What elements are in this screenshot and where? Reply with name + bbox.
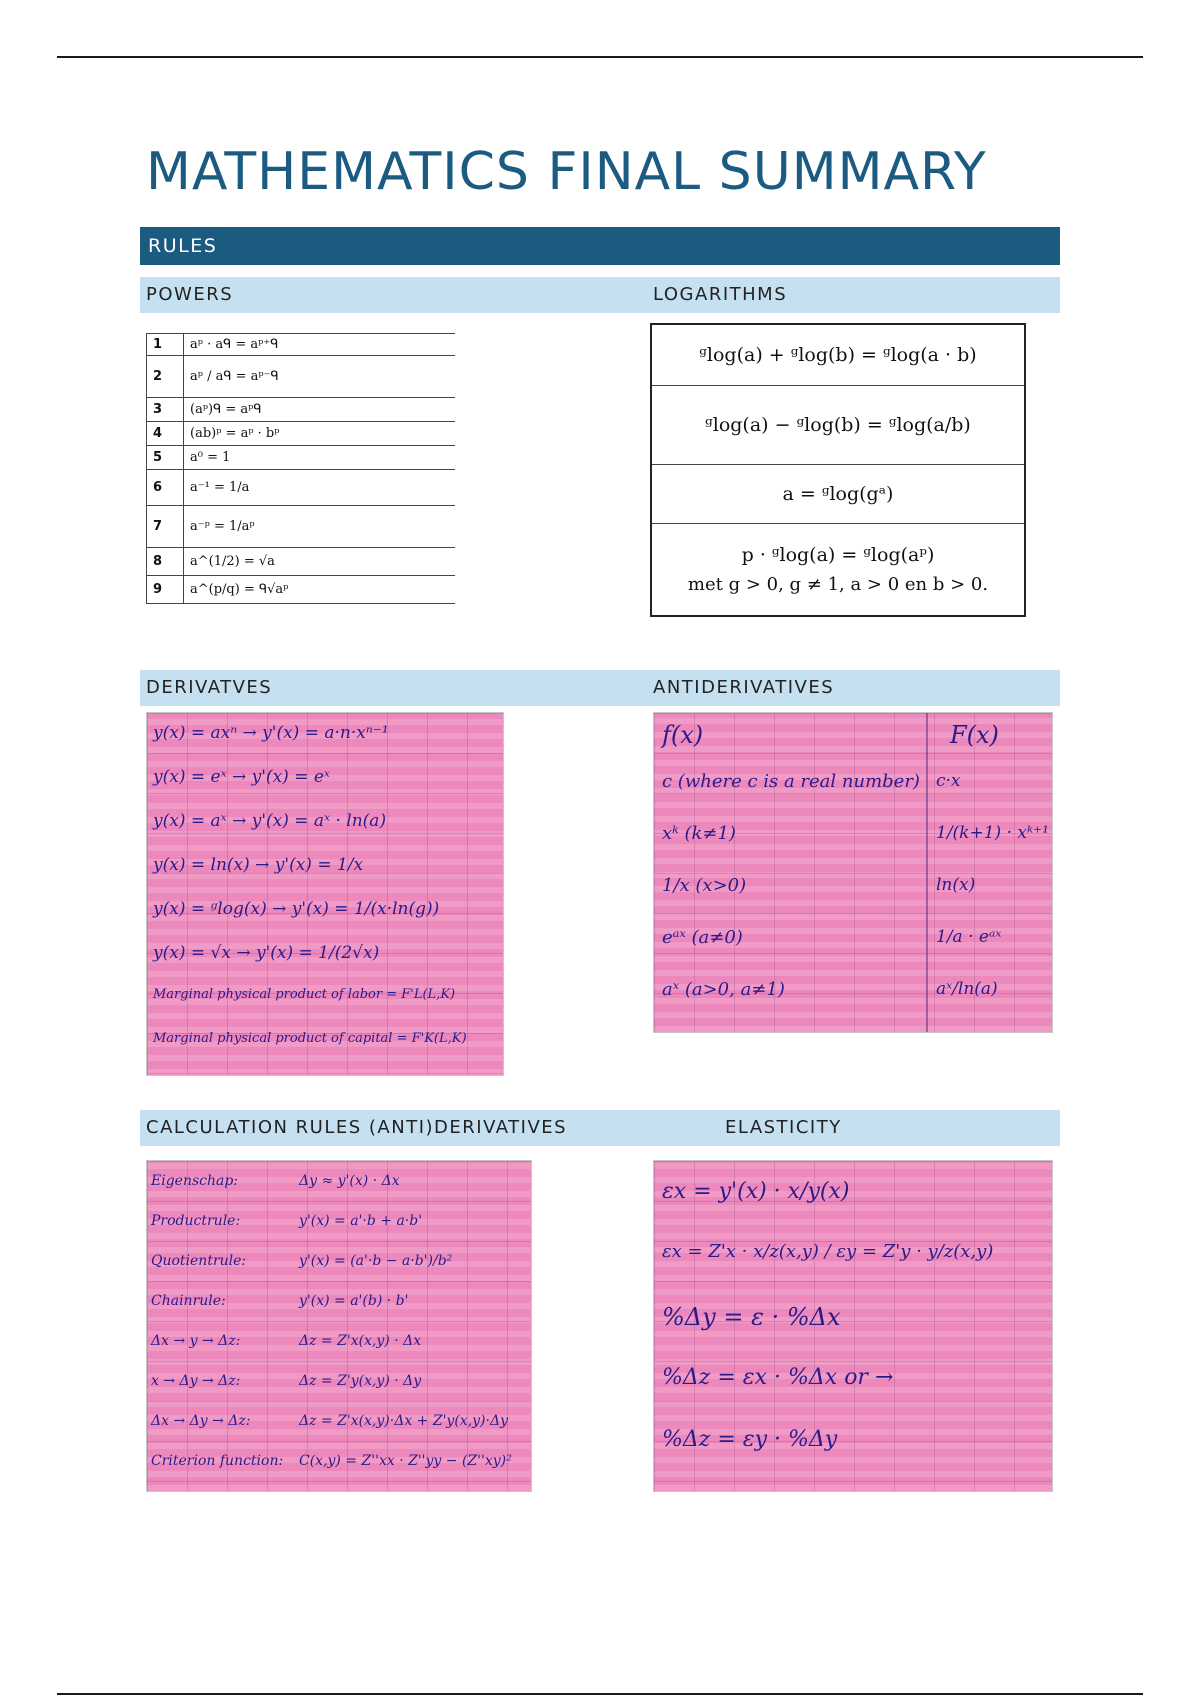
- calc-rule-formula: Δz = Z'x(x,y)·Δx + Z'y(x,y)·Δy: [299, 1413, 508, 1429]
- powers-row: [147, 506, 456, 548]
- antideriv-row-right: aˣ/ln(a): [936, 979, 998, 999]
- derivative-line: y(x) = aˣ → y'(x) = aˣ · ln(a): [153, 811, 387, 831]
- calc-rule-label: Productrule:: [151, 1213, 241, 1229]
- antideriv-row-right: ln(x): [936, 875, 976, 895]
- calc-rule-label: Δx → Δy → Δz:: [151, 1413, 251, 1429]
- log-rule-difference: ᵍlog(a) − ᵍlog(b) = ᵍlog(a/b): [652, 386, 1024, 465]
- derivatives-header: DERIVATVES: [146, 677, 273, 698]
- powers-row-rule: aᵖ / aᑫ = aᵖ⁻ᑫ: [184, 356, 456, 398]
- powers-row: [147, 422, 456, 446]
- powers-row-number: 3: [147, 398, 184, 422]
- page-title: MATHEMATICS FINAL SUMMARY: [146, 142, 987, 202]
- antideriv-row-right: 1/a · eᵃˣ: [936, 927, 1002, 947]
- powers-row: [147, 470, 456, 506]
- log-rule-power: p · ᵍlog(a) = ᵍlog(aᵖ) met g > 0, g ≠ 1, a > 0 en b > 0.: [687, 544, 989, 595]
- derivative-line: Marginal physical product of labor = F'L(L,K): [153, 987, 456, 1002]
- antideriv-row-left: eᵃˣ (a≠0): [662, 927, 743, 948]
- calc-rule-label: Chainrule:: [151, 1293, 226, 1309]
- derivative-line: y(x) = axⁿ → y'(x) = a·n·xⁿ⁻¹: [153, 723, 389, 743]
- powers-row-number: 2: [147, 356, 184, 398]
- powers-row-number: 5: [147, 446, 184, 470]
- elasticity-line: εx = Z'x · x/z(x,y) / εy = Z'y · y/z(x,y): [662, 1241, 994, 1262]
- powers-row: [147, 398, 456, 422]
- log-conditions: met g > 0, g ≠ 1, a > 0 en b > 0.: [687, 574, 989, 595]
- derivative-line: y(x) = √x → y'(x) = 1/(2√x): [153, 943, 380, 963]
- top-rule: [57, 56, 1143, 58]
- elasticity-notes-image: [653, 1160, 1053, 1492]
- calc-rule-formula: C(x,y) = Z''xx · Z''yy − (Z''xy)²: [299, 1453, 512, 1469]
- powers-row-rule: (aᵖ)ᑫ = aᵖᑫ: [184, 398, 456, 422]
- calc-rule-label: Criterion function:: [151, 1453, 284, 1469]
- elasticity-header: ELASTICITY: [725, 1117, 842, 1138]
- bottom-rule: [57, 1693, 1143, 1695]
- derivative-line: y(x) = ᵍlog(x) → y'(x) = 1/(x·ln(g)): [153, 899, 440, 919]
- powers-row-rule: a^(1/2) = √a: [184, 548, 456, 576]
- antideriv-row-left: 1/x (x>0): [662, 875, 747, 896]
- calc-rule-label: Eigenschap:: [151, 1173, 239, 1189]
- powers-row-number: 4: [147, 422, 184, 446]
- derivative-line: y(x) = ln(x) → y'(x) = 1/x: [153, 855, 364, 875]
- elasticity-line: %Δy = ε · %Δx: [662, 1303, 841, 1331]
- calc-rules-notes-image: [146, 1160, 532, 1492]
- calc-rule-formula: y'(x) = a'(b) · b': [299, 1293, 409, 1309]
- antideriv-row-right: c·x: [936, 771, 961, 791]
- powers-row-number: 1: [147, 334, 184, 356]
- antiderivatives-notes-image: [653, 712, 1053, 1033]
- elasticity-line: εx = y'(x) · x/y(x): [662, 1179, 850, 1204]
- powers-row-number: 9: [147, 576, 184, 604]
- powers-table: [146, 333, 455, 604]
- powers-row: [147, 334, 456, 356]
- antideriv-divider: [926, 713, 928, 1032]
- calc-rule-formula: Δy ≈ y'(x) · Δx: [299, 1173, 400, 1189]
- antideriv-row-left: aˣ (a>0, a≠1): [662, 979, 785, 1000]
- powers-row: [147, 356, 456, 398]
- antideriv-header-right: F(x): [950, 721, 999, 749]
- elasticity-line: %Δz = εy · %Δy: [662, 1427, 838, 1452]
- powers-row: [147, 576, 456, 604]
- antiderivatives-header: ANTIDERIVATIVES: [653, 677, 835, 698]
- powers-row-number: 6: [147, 470, 184, 506]
- powers-row-rule: (ab)ᵖ = aᵖ · bᵖ: [184, 422, 456, 446]
- calc-rule-formula: y'(x) = (a'·b − a·b')/b²: [299, 1253, 453, 1269]
- derivatives-notes-image: [146, 712, 504, 1076]
- powers-row-rule: a⁻ᵖ = 1/aᵖ: [184, 506, 456, 548]
- calc-rule-formula: y'(x) = a'·b + a·b': [299, 1213, 423, 1229]
- subheader-bar-row1: [140, 277, 1060, 313]
- logarithms-box: [650, 323, 1026, 617]
- subheader-bar-row3: [140, 1110, 1060, 1146]
- derivative-line: y(x) = eˣ → y'(x) = eˣ: [153, 767, 330, 787]
- calc-rule-label: Quotientrule:: [151, 1253, 247, 1269]
- log-rule-sum: ᵍlog(a) + ᵍlog(b) = ᵍlog(a · b): [652, 325, 1024, 386]
- powers-row-rule: a⁻¹ = 1/a: [184, 470, 456, 506]
- elasticity-line: %Δz = εx · %Δx or →: [662, 1365, 894, 1390]
- calc-rule-label: x → Δy → Δz:: [151, 1373, 241, 1389]
- powers-header: POWERS: [146, 284, 234, 305]
- antideriv-row-left: c (where c is a real number): [662, 771, 920, 792]
- calc-rule-formula: Δz = Z'x(x,y) · Δx: [299, 1333, 422, 1349]
- antideriv-row-right: 1/(k+1) · xᵏ⁺¹: [936, 823, 1049, 843]
- calc-rule-label: Δx → y → Δz:: [151, 1333, 241, 1349]
- antideriv-header-left: f(x): [662, 721, 704, 749]
- subheader-bar-row2: [140, 670, 1060, 706]
- powers-row-rule: aᵖ · aᑫ = aᵖ⁺ᑫ: [184, 334, 456, 356]
- powers-row-rule: a⁰ = 1: [184, 446, 456, 470]
- powers-row: [147, 446, 456, 470]
- powers-row-number: 8: [147, 548, 184, 576]
- powers-row-rule: a^(p/q) = ᑫ√aᵖ: [184, 576, 456, 604]
- section-rules-header: RULES: [140, 227, 1060, 265]
- powers-row: [147, 548, 456, 576]
- derivative-line: Marginal physical product of capital = F'K(L,K): [153, 1031, 467, 1046]
- log-rule-inverse: a = ᵍlog(gᵃ): [652, 465, 1024, 524]
- calc-rule-formula: Δz = Z'y(x,y) · Δy: [299, 1373, 422, 1389]
- powers-row-number: 7: [147, 506, 184, 548]
- antideriv-row-left: xᵏ (k≠1): [662, 823, 736, 844]
- calc-rules-header: CALCULATION RULES (ANTI)DERIVATIVES: [146, 1117, 568, 1138]
- logarithms-header: LOGARITHMS: [653, 284, 788, 305]
